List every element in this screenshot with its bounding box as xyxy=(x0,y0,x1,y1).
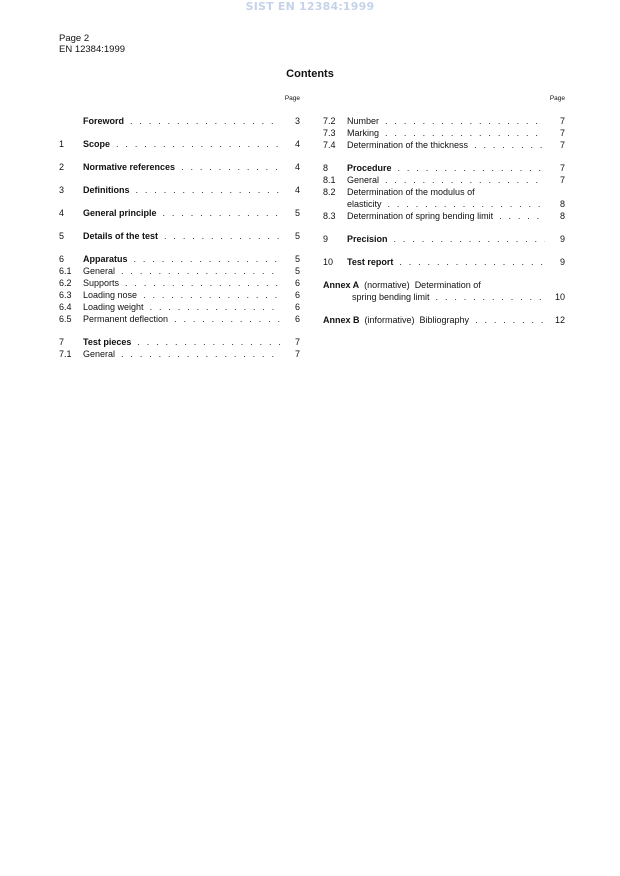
toc-entry[interactable] xyxy=(59,265,300,277)
toc-entry-number: 6.1 xyxy=(59,266,72,276)
annex-a-page: 10 xyxy=(554,292,565,302)
toc-entry-page: 9 xyxy=(559,257,565,267)
toc-entry-number: 1 xyxy=(59,139,65,149)
toc-entry[interactable] xyxy=(59,348,300,360)
toc-entry[interactable] xyxy=(323,162,565,174)
toc-entry-title: Determination of spring bending limit xyxy=(347,211,494,221)
toc-entry-page: 7 xyxy=(559,140,565,150)
standard-id: EN 12384:1999 xyxy=(59,44,126,55)
toc-entry-page: 6 xyxy=(294,314,300,324)
toc-entry-title: General xyxy=(83,266,116,276)
toc-entry-title: Test pieces xyxy=(83,337,132,347)
toc-group xyxy=(59,115,300,127)
dot-leader xyxy=(385,115,545,127)
toc-entry-number: 6.4 xyxy=(59,302,72,312)
annex-b-tag: Annex B xyxy=(323,315,360,325)
toc-entry[interactable] xyxy=(323,139,565,151)
toc-entry-title: Marking xyxy=(347,128,380,138)
dot-leader xyxy=(475,314,545,326)
toc-entry[interactable] xyxy=(59,277,300,289)
toc-group xyxy=(59,184,300,196)
toc-entry[interactable] xyxy=(59,336,300,348)
annex-a-title-line2: spring bending limit xyxy=(352,292,430,302)
dot-leader xyxy=(436,291,545,303)
toc-group xyxy=(323,115,565,151)
dot-leader xyxy=(388,198,545,210)
toc-entry[interactable] xyxy=(323,256,565,268)
dot-leader xyxy=(116,138,280,150)
toc-entry-title: Supports xyxy=(83,278,120,288)
toc-entry[interactable] xyxy=(59,138,300,150)
annex-a-entry[interactable] xyxy=(323,279,565,303)
dot-leader xyxy=(121,348,280,360)
dot-leader xyxy=(385,127,545,139)
annex-a-tag: Annex A xyxy=(323,280,360,290)
toc-entry-page: 5 xyxy=(294,231,300,241)
toc-entry-page: 7 xyxy=(294,349,300,359)
toc-entry-page: 6 xyxy=(294,278,300,288)
toc-entry-number: 5 xyxy=(59,231,65,241)
toc-group xyxy=(59,253,300,325)
toc-entry[interactable] xyxy=(323,127,565,139)
page-column-label: Page xyxy=(284,95,300,102)
toc-entry-number: 9 xyxy=(323,234,329,244)
toc-entry-page: 6 xyxy=(294,290,300,300)
toc-entry[interactable] xyxy=(323,115,565,127)
dot-leader xyxy=(385,174,545,186)
page-title: Contents xyxy=(286,68,334,80)
toc-entry-title: Details of the test xyxy=(83,231,159,241)
page-number: Page 2 xyxy=(59,33,90,44)
toc-entry[interactable] xyxy=(59,313,300,325)
toc-group xyxy=(59,207,300,219)
toc-entry-page: 7 xyxy=(559,116,565,126)
toc-entry-number: 3 xyxy=(59,185,65,195)
page-column-label: Page xyxy=(549,95,565,102)
watermark: SIST EN 12384:1999 xyxy=(245,0,375,13)
toc-entry-number: 8.2 xyxy=(323,187,336,197)
toc-entry[interactable] xyxy=(59,184,300,196)
toc-entry-title: Permanent deflection xyxy=(83,314,169,324)
toc-entry-page: 4 xyxy=(294,139,300,149)
toc-entry[interactable] xyxy=(59,115,300,127)
toc-group xyxy=(59,138,300,150)
toc-entry-page: 8 xyxy=(559,199,565,209)
toc-entry-page: 4 xyxy=(294,185,300,195)
dot-leader xyxy=(181,161,280,173)
toc-group xyxy=(59,336,300,360)
toc-entry-title: Definitions xyxy=(83,185,130,195)
toc-left-column xyxy=(59,95,300,371)
toc-entry-number: 6.5 xyxy=(59,314,72,324)
toc-entry[interactable] xyxy=(323,198,565,210)
toc-group xyxy=(59,230,300,242)
dot-leader xyxy=(399,256,545,268)
toc-right-list xyxy=(323,115,565,268)
toc-entry-title: General principle xyxy=(83,208,157,218)
dot-leader xyxy=(499,210,545,222)
toc-entry-page: 4 xyxy=(294,162,300,172)
toc-entry-page: 6 xyxy=(294,302,300,312)
toc-entry-title: General xyxy=(347,175,380,185)
dot-leader xyxy=(130,115,280,127)
dot-leader xyxy=(398,162,545,174)
toc-entry-title: Loading weight xyxy=(83,302,144,312)
toc-entry-title: Determination of the thickness xyxy=(347,140,469,150)
toc-right-column xyxy=(323,95,565,337)
toc-entry-page: 7 xyxy=(559,175,565,185)
toc-entry-number: 2 xyxy=(59,162,65,172)
toc-entry-title: Scope xyxy=(83,139,111,149)
toc-entry-page: 3 xyxy=(294,116,300,126)
toc-entry-title: elasticity xyxy=(347,199,382,209)
toc-entry-number: 7.1 xyxy=(59,349,72,359)
dot-leader xyxy=(121,265,280,277)
dot-leader xyxy=(134,253,280,265)
toc-entry[interactable] xyxy=(59,253,300,265)
toc-entry-number: 7.2 xyxy=(323,116,336,126)
toc-entry[interactable] xyxy=(323,174,565,186)
toc-group xyxy=(323,162,565,222)
dot-leader xyxy=(174,313,280,325)
dot-leader xyxy=(150,301,280,313)
toc-entry[interactable] xyxy=(323,233,565,245)
dot-leader xyxy=(137,336,280,348)
toc-entry-number: 7.4 xyxy=(323,140,336,150)
toc-entry-number: 8.3 xyxy=(323,211,336,221)
dot-leader xyxy=(164,230,280,242)
dot-leader xyxy=(143,289,280,301)
toc-entry[interactable] xyxy=(59,301,300,313)
toc-entry-number: 8 xyxy=(323,163,329,173)
toc-entry-title: General xyxy=(83,349,116,359)
toc-entry-title: Test report xyxy=(347,257,394,267)
annex-b-kind: (informative) xyxy=(364,315,415,325)
toc-entry-title: Foreword xyxy=(83,116,125,126)
toc-group xyxy=(59,161,300,173)
toc-entry-number: 10 xyxy=(323,257,334,267)
annex-b-entry[interactable] xyxy=(323,314,565,326)
dot-leader xyxy=(394,233,545,245)
annex-a-title-line1: Determination of xyxy=(414,280,481,290)
annex-b-title: Bibliography xyxy=(419,315,470,325)
toc-entry[interactable] xyxy=(59,230,300,242)
toc-entry-number: 6 xyxy=(59,254,65,264)
toc-entry-page: 7 xyxy=(559,163,565,173)
toc-entry-number: 7.3 xyxy=(323,128,336,138)
toc-entry-page: 5 xyxy=(294,208,300,218)
toc-group xyxy=(323,233,565,245)
toc-entry-page: 5 xyxy=(294,254,300,264)
dot-leader xyxy=(163,207,280,219)
toc-entry-number: 4 xyxy=(59,208,65,218)
toc-entry-title: Number xyxy=(347,116,380,126)
toc-left-list xyxy=(59,115,300,360)
page-header xyxy=(59,33,125,55)
toc-entry-title: Determination of the modulus of xyxy=(347,187,475,197)
toc-entry[interactable] xyxy=(59,289,300,301)
toc-group xyxy=(323,256,565,268)
toc-entry-page: 8 xyxy=(559,211,565,221)
toc-entry[interactable] xyxy=(323,210,565,222)
toc-entry-title: Apparatus xyxy=(83,254,128,264)
toc-entry-title: Normative references xyxy=(83,162,176,172)
toc-entry-page: 7 xyxy=(559,128,565,138)
toc-entry-page: 5 xyxy=(294,266,300,276)
toc-entry-page: 9 xyxy=(559,234,565,244)
toc-entry[interactable] xyxy=(323,186,565,198)
annex-b-page: 12 xyxy=(554,315,565,325)
toc-entry-title: Procedure xyxy=(347,163,392,173)
toc-entry-number: 7 xyxy=(59,337,65,347)
toc-entry-title: Precision xyxy=(347,234,388,244)
toc-entry[interactable] xyxy=(59,207,300,219)
toc-entry-number: 8.1 xyxy=(323,175,336,185)
toc-entry[interactable] xyxy=(59,161,300,173)
dot-leader xyxy=(474,139,545,151)
toc-entry-number: 6.3 xyxy=(59,290,72,300)
toc-entry-page: 7 xyxy=(294,337,300,347)
dot-leader xyxy=(136,184,281,196)
toc-entry-title: Loading nose xyxy=(83,290,138,300)
toc-entry-number: 6.2 xyxy=(59,278,72,288)
dot-leader xyxy=(125,277,280,289)
annex-a-kind: (normative) xyxy=(364,280,410,290)
